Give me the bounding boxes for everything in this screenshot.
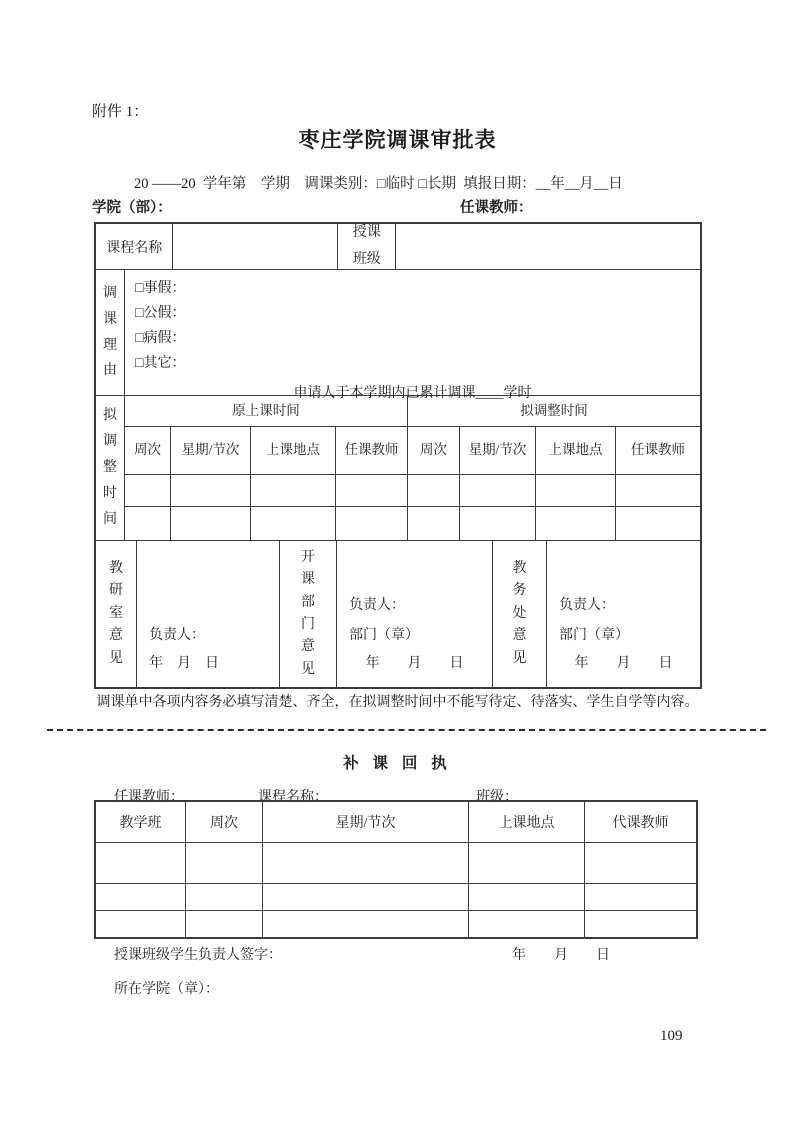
reason-option-public-leave: □公假： xyxy=(135,306,186,321)
empty-cell xyxy=(585,911,696,937)
research-office-opinion-label-cell xyxy=(96,541,137,687)
empty-cell xyxy=(96,843,186,883)
leader-label: 负责人： xyxy=(149,628,205,643)
dashed-cut-line xyxy=(47,729,766,731)
academic-affairs-opinion-cell xyxy=(547,541,700,687)
research-office-opinion-cell xyxy=(137,541,280,687)
empty-cell xyxy=(408,475,460,507)
dept-seal-label: 部门（章） xyxy=(559,628,629,643)
date-label: 年 月 日 xyxy=(149,656,219,671)
receipt-teacher-label: 任课教师： xyxy=(114,790,184,805)
empty-cell xyxy=(251,507,336,540)
offering-dept-opinion-cell xyxy=(337,541,493,687)
student-signature-label: 授课班级学生负责人签字： xyxy=(114,948,282,963)
column-header: 星期/节次 xyxy=(460,427,536,475)
adjust-label-cell xyxy=(96,396,125,540)
adjust-grid xyxy=(125,396,700,540)
date-label: 年 月 日 xyxy=(365,656,464,671)
empty-cell xyxy=(336,507,408,540)
table-row xyxy=(96,842,696,883)
date-label: 年 月 日 xyxy=(574,656,673,671)
teacher-label: 任课教师： xyxy=(460,200,533,216)
teaching-class-label xyxy=(338,224,396,269)
empty-cell xyxy=(336,475,408,507)
column-header: 上课地点 xyxy=(251,427,336,475)
empty-cell xyxy=(616,507,700,540)
column-header: 任课教师 xyxy=(336,427,408,475)
receipt-class-label: 班级： xyxy=(476,790,518,805)
academic-affairs-opinion-label-cell xyxy=(493,541,547,687)
column-header: 任课教师 xyxy=(616,427,700,475)
empty-cell xyxy=(263,843,469,883)
empty-cell xyxy=(96,884,186,910)
reason-option-other: □其它： xyxy=(135,356,186,371)
empty-cell xyxy=(186,843,263,883)
table-row xyxy=(96,395,700,540)
reason-label: 调课理由 xyxy=(103,285,117,379)
column-header: 上课地点 xyxy=(469,802,585,842)
teaching-class-label-text: 授课班级 xyxy=(352,224,381,267)
offering-dept-opinion-label: 开课部门意见 xyxy=(301,549,315,677)
reason-content-cell xyxy=(125,270,700,401)
receipt-table xyxy=(94,800,698,939)
offering-dept-opinion-label-cell xyxy=(280,541,337,687)
receipt-date-label: 年 月 日 xyxy=(512,948,610,963)
column-header: 星期/节次 xyxy=(263,802,469,842)
empty-cell xyxy=(460,507,536,540)
empty-cell xyxy=(469,843,585,883)
receipt-course-label: 课程名称： xyxy=(258,790,328,805)
table-row xyxy=(96,883,696,910)
empty-cell xyxy=(186,911,263,937)
approval-table xyxy=(94,222,702,689)
research-office-opinion-label: 教研室意见 xyxy=(109,561,123,666)
empty-cell xyxy=(469,884,585,910)
table-row xyxy=(96,910,696,937)
course-name-cell xyxy=(173,224,338,269)
reason-options xyxy=(125,270,700,376)
accumulated-hours-line: 申请人于本学期内已累计调课____学时 xyxy=(293,386,532,401)
form-title: 枣庄学院调课审批表 xyxy=(298,128,497,152)
empty-cell xyxy=(171,507,251,540)
original-time-header: 原上课时间 xyxy=(125,396,408,427)
adjust-label: 拟调整时间 xyxy=(103,408,117,527)
fill-note: 调课单中各项内容务必填写清楚、齐全，在拟调整时间中不能写待定、待落实、学生自学等内容。 xyxy=(96,695,699,710)
receipt-title: 补 课 回 执 xyxy=(343,755,452,772)
empty-cell xyxy=(125,475,171,507)
reason-option-personal-leave: □事假： xyxy=(135,281,186,296)
empty-cell xyxy=(460,475,536,507)
empty-cell xyxy=(536,507,616,540)
column-header: 星期/节次 xyxy=(171,427,251,475)
table-row xyxy=(96,269,700,401)
empty-cell xyxy=(263,884,469,910)
teaching-class-cell xyxy=(396,224,700,269)
dept-seal-label: 部门（章） xyxy=(349,628,419,643)
column-header: 教学班 xyxy=(96,802,186,842)
leader-label: 负责人： xyxy=(349,598,405,613)
reason-option-sick-leave: □病假： xyxy=(135,331,186,346)
empty-cell xyxy=(251,475,336,507)
semester-meta-line: 20 ——20 学年第 学期 调课类别：□临时 □长期 填报日期：__年__月__日 xyxy=(134,176,623,192)
column-header: 上课地点 xyxy=(536,427,616,475)
college-seal-label: 所在学院（章）： xyxy=(114,982,219,997)
empty-cell xyxy=(585,843,696,883)
column-header: 周次 xyxy=(408,427,460,475)
empty-cell xyxy=(585,884,696,910)
academic-affairs-opinion-label: 教务处意见 xyxy=(512,561,527,666)
empty-cell xyxy=(263,911,469,937)
page-number: 109 xyxy=(660,1028,683,1044)
empty-cell xyxy=(125,507,171,540)
empty-cell xyxy=(408,507,460,540)
empty-cell xyxy=(536,475,616,507)
empty-cell xyxy=(186,884,263,910)
column-header: 周次 xyxy=(125,427,171,475)
leader-label: 负责人： xyxy=(559,598,615,613)
table-header-row xyxy=(96,802,696,842)
empty-cell xyxy=(171,475,251,507)
attachment-label: 附件 1： xyxy=(92,104,149,120)
adjust-content-cell xyxy=(125,396,700,540)
empty-cell xyxy=(96,911,186,937)
table-row xyxy=(96,540,700,687)
column-header: 周次 xyxy=(186,802,263,842)
proposed-time-header: 拟调整时间 xyxy=(408,396,700,427)
table-row xyxy=(96,224,700,269)
empty-cell xyxy=(616,475,700,507)
reason-label-cell xyxy=(96,270,125,395)
column-header: 代课教师 xyxy=(612,816,669,831)
empty-cell xyxy=(469,911,585,937)
college-label: 学院（部）： xyxy=(92,200,172,216)
course-name-label: 课程名称 xyxy=(96,224,173,269)
